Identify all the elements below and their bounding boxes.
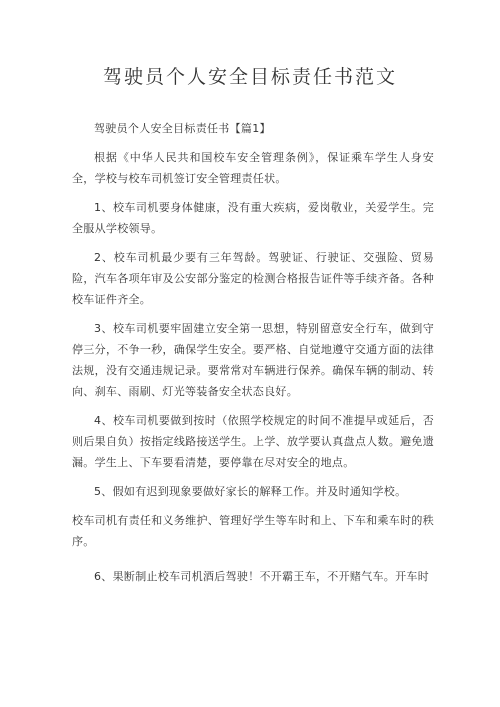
section-heading: 驾驶员个人安全目标责任书【篇1】: [94, 122, 271, 135]
paragraph-intro: 根据《中华人民共和国校车安全管理条例》，保证乘车学生人身安全，学校与校车司机签订安全管理责任状。: [72, 151, 434, 185]
paragraph-driver-duty: 校车司机有责任和义务维护、管理好学生等车时和上、下车和乘车时的秩序。: [72, 514, 434, 548]
paragraph-item-2: 2、校车司机最少要有三年驾龄。驾驶证、行驶证、交强险、贸易险，汽车各项年审及公安部分鉴定的检测合格报告证件等手续齐备。各种校车证件齐全。: [72, 251, 434, 306]
document-title: 驾驶员个人安全目标责任书范文: [102, 66, 397, 88]
document-body: [72, 118, 434, 587]
paragraph-item-4: 4、校车司机要做到按时（依照学校规定的时间不准提早或延后，否则后果自负）按指定线路接送学生。上学、放学要认真盘点人数。避免遗漏。学生上、下车要看清楚，要停靠在尽对安全的地点。: [72, 414, 434, 469]
paragraph-item-3: 3、校车司机要牢固建立安全第一思想，特别留意安全行车，做到守停三分，不争一秒，确保学生安全。要严格、自觉地遵守交通方面的法律法规，没有交通违规记录。要常常对车辆进行保养。确保车辆的制动、转向、刹车、雨刷、灯光等装备安全状态良好。: [72, 322, 434, 398]
paragraph-item-1: 1、校车司机要身体健康，没有重大疾病，爱岗敬业，关爱学生。完全服从学校领导。: [72, 201, 434, 235]
paragraph-item-6: 6、果断制止校车司机酒后驾驶！不开霸王车，不开赌气车。开车时: [94, 570, 429, 583]
paragraph-item-5: 5、假如有迟到现象要做好家长的解释工作。并及时通知学校。: [94, 485, 407, 498]
